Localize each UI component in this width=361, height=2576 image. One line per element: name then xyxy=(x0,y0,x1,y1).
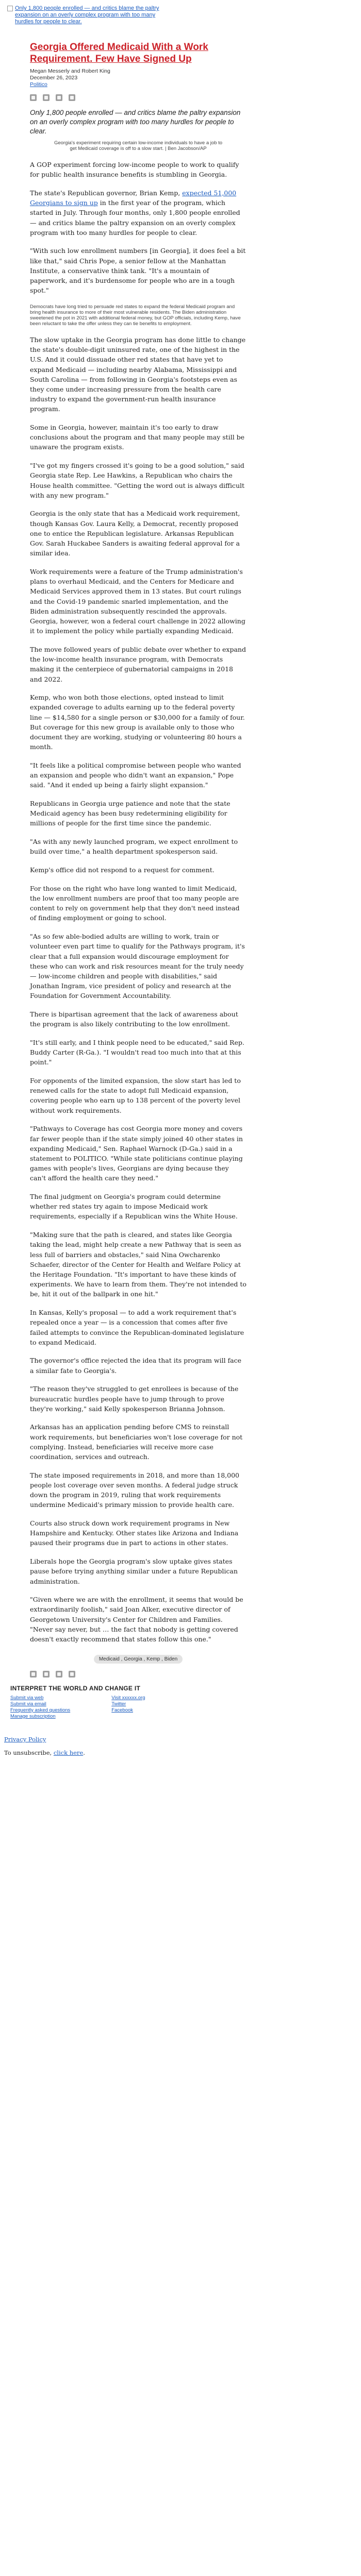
article-date: December 26, 2023 xyxy=(30,75,78,81)
article-section-link[interactable]: Politico xyxy=(30,81,47,88)
footer-link[interactable]: Frequently asked questions xyxy=(10,1707,71,1713)
hero-figure xyxy=(30,140,247,151)
share-email-icon[interactable] xyxy=(69,1671,75,1677)
footer-columns xyxy=(10,1695,361,1720)
unsubscribe-text: To unsubscribe, xyxy=(4,1749,52,1756)
paragraph: The move followed years of public debate over whether to expand the low-income health insurance program, with Democrats making it the centerpiece of gubernatorial campaigns in 2018 and 2022. xyxy=(30,645,246,683)
share-facebook-icon[interactable] xyxy=(30,94,37,101)
paragraph: Republicans in Georgia urge patience and note that the state Medicaid agency has been busy redetermining eligibility for millions of people for the first time since the pandemic. xyxy=(30,800,231,827)
paragraph: "The reason they've struggled to get enrollees is because of the bureaucratic hurdles people have to jump through to prove they're working," said Kelly spokesperson Brianna Johnson. xyxy=(30,1385,239,1413)
paragraph: Kemp's office did not respond to a request for comment. xyxy=(30,866,215,874)
paragraph: "As so few able-bodied adults are willing to work, train or volunteer even part time to qualify for the Pathways program, it's clear that a full expansion would discourage employment for these who can work and risk resources meant for the truly needy — low-income children and people with disabilities," said Jonathan Ingram, vice president of policy and research at the Foundation for Government Accountability. xyxy=(30,933,245,1000)
footer-link[interactable]: Visit xxxxxx.org xyxy=(111,1694,145,1701)
inline-caption: Democrats have long tried to persuade red states to expand the federal Medicaid program and bring health insurance to more of their most vulnerable residents. The Biden administration sweetened the pot in 2021 with additional federal money, but GOP officials, including Kemp, have been reluctant to take the offer unless they can tie benefits to employment. xyxy=(30,303,241,327)
unsubscribe-link[interactable]: click here xyxy=(53,1749,84,1756)
paragraph: Liberals hope the Georgia program's slow uptake gives states pause before trying anything similar under a future Republican administration. xyxy=(30,1557,238,1585)
footer-link[interactable]: Submit via web xyxy=(10,1694,44,1701)
footer-col-1 xyxy=(10,1695,70,1720)
paragraph: Work requirements were a feature of the Trump administration's plans to overhaul Medicaid, and the Centers for Medicare and Medicaid Services approved them in 13 states. But court rulings and the Covid-19 pandemic snarled implementation, and the Biden administration subsequently rescinded the approvals. Georgia, however, won a federal court challenge in 2022 allowing it to implement the policy while partially expanding Medicaid. xyxy=(30,568,245,635)
paragraph: Georgia is the only state that has a Medicaid work requirement, though Kansas Gov. Laura Kelly, a Democrat, recently proposed one to entice the Republican legislature. Arkansas Republican Gov. Sarah Huckabee Sanders is awaiting federal approval for a similar idea. xyxy=(30,510,240,557)
hero-caption: Georgia's experiment requiring certain low-income individuals to have a job to get Medicaid coverage is off to a slow start. | Ben Jacobson/AP xyxy=(54,140,223,151)
top-bar xyxy=(0,0,361,41)
paragraph: "Pathways to Coverage has cost Georgia more money and covers far fewer people than if the state simply joined 40 other states in expanding Medicaid," Sen. Raphael Warnock (D-Ga.) said in a statement to POLITICO. "While state politicians continue playing games with people's lives, Georgians are dying because they can't afford the health care they need." xyxy=(30,1125,243,1182)
article-authors: Megan Messerly and Robert King xyxy=(30,68,110,74)
footer xyxy=(10,1685,361,1720)
paragraph: In Kansas, Kelly's proposal — to add a work requirement that's repealed once a year — is a concession that comes after five failed attempts to convince the Republican-dominated legislature to expand Medicaid. xyxy=(30,1309,244,1346)
top-promo-link[interactable] xyxy=(7,5,162,25)
share-row-bottom xyxy=(30,1671,247,1677)
article-body xyxy=(30,160,247,1644)
paragraph: Courts also struck down work requirement programs in New Hampshire and Kentucky. Other states like Arizona and Indiana paused their programs due in part to actions in other states. xyxy=(30,1519,239,1547)
paragraph: "I've got my fingers crossed it's going to be a good solution," said Georgia state Rep. Lee Hawkins, a Republican who chairs the House health committee. "Getting the word out is always difficult with any new program." xyxy=(30,462,245,499)
paragraph: There is bipartisan agreement that the lack of awareness about the program is also likely contributing to the low enrollment. xyxy=(30,1010,238,1028)
paragraph: Some in Georgia, however, maintain it's too early to draw conclusions about the program and that many people may still be unaware the program exists. xyxy=(30,423,245,451)
paragraph: The state imposed requirements in 2018, and more than 18,000 people lost coverage over seven months. A federal judge struck down the program in 2019, ruling that work requirements undermine Medicaid's primary mission to provide health care. xyxy=(30,1471,239,1509)
privacy-policy-link[interactable]: Privacy Policy xyxy=(4,1735,46,1743)
paragraph: "Making sure that the path is cleared, and states like Georgia taking the lead, might help create a new Pathway that is seen as less full of barriers and obstacles," said Nina Owcharenko Schaefer, director of the Center for Health and Welfare Policy at the Heritage Foundation. "It's important to have these kinds of experiments. We have to learn from them. They're not intended to be, hit it out of the ballpark in one hit." xyxy=(30,1231,247,1298)
inline-link[interactable]: expected 51,000 Georgians to sign up xyxy=(30,189,237,207)
footer-link[interactable]: Twitter xyxy=(111,1701,126,1707)
paragraph: "It feels like a political compromise between people who wanted an expansion and people who didn't want an expansion," Pope said. "And it ended up being a fairly slight expansion." xyxy=(30,761,241,789)
share-linkedin-icon[interactable] xyxy=(56,94,62,101)
paragraph: "Given where we are with the enrollment, it seems that would be extraordinarily foolish," said Joan Alker, executive director of Georgetown University's Center for Children and Families. "Never say never, but … the fact that nobody is getting covered doesn't exactly recommend that states follow this one." xyxy=(30,1596,243,1643)
paragraph: A GOP experiment forcing low-income people to work to qualify for public health insurance benefits is stumbling in Georgia. xyxy=(30,161,239,179)
paragraph: The slow uptake in the Georgia program has done little to change the state's double-digit uninsured rate, one of the highest in the U.S. And it could dissuade other red states that have yet to expand Medicaid — including nearby Alabama, Mississippi and South Carolina — from following in Georgia's footsteps even as they come under increasing pressure from the health care industry to expand the government-run health insurance program. xyxy=(30,335,246,413)
tags-row xyxy=(30,1653,247,1664)
broken-image-icon xyxy=(7,6,13,11)
paragraph: Arkansas has an application pending before CMS to reinstall work requirements, but beneficiaries won't lose coverage for not complying. Instead, beneficiaries will receive more case coordination, services and outreach. xyxy=(30,1423,243,1461)
share-row xyxy=(30,94,247,101)
inline-figure xyxy=(30,304,247,327)
article-tags[interactable]: Medicaid , Georgia , Kemp , Biden xyxy=(94,1655,183,1664)
paragraph: "With such low enrollment numbers [in Georgia], it does feel a bit like that," said Chris Pope, a senior fellow at the Manhattan Institute, a conservative think tank. "It's a mountain of paperwork, and it's burdensome for people who are in a tough spot." xyxy=(30,247,246,295)
share-linkedin-icon[interactable] xyxy=(56,1671,62,1677)
bottom-links: Privacy Policy To unsubscribe, click here. xyxy=(4,1735,85,1756)
paragraph: "It's still early, and I think people need to be educated," said Rep. Buddy Carter (R-Ga.). "I wouldn't read too much into that at this point." xyxy=(30,1038,244,1066)
share-twitter-icon[interactable] xyxy=(43,1671,50,1677)
paragraph: For those on the right who have long wanted to limit Medicaid, the low enrollment numbers are proof that too many people are content to rely on government help that they don't need instead of finding employment or going to school. xyxy=(30,884,240,922)
share-twitter-icon[interactable] xyxy=(43,94,50,101)
article-headline[interactable]: Georgia Offered Medicaid With a Work Requirement. Few Have Signed Up xyxy=(30,42,208,64)
article-container xyxy=(30,41,247,1677)
footer-link[interactable]: Facebook xyxy=(111,1707,133,1713)
share-email-icon[interactable] xyxy=(69,94,75,101)
paragraph: The final judgment on Georgia's program could determine whether red states try again to impose Medicaid work requirements, especially if a Republican wins the White House. xyxy=(30,1193,238,1221)
paragraph: The state's Republican governor, Brian Kemp, expected 51,000 Georgians to sign up in the first year of the program, which started in July. Through four months, only 1,800 people enrolled — and critics blame the paltry expansion on an overly complex program with too many hurdles for people to clear. xyxy=(30,189,240,236)
top-promo-text: Only 1,800 people enrolled — and critics blame the paltry expansion on an overly complex program with too many hurdles for people to clear. xyxy=(15,5,159,25)
paragraph: Kemp, who won both those elections, opted instead to limit expanded coverage to adults earning up to the federal poverty line — $14,580 for a single person or $30,000 for a family of four. But coverage for this new group is available only to those who document they are working, studying or volunteering 80 hours a month. xyxy=(30,693,245,751)
footer-link[interactable]: Submit via email xyxy=(10,1701,46,1707)
article-subhead: Only 1,800 people enrolled — and critics blame the paltry expansion on an overly complex program with too many hurdles for people to clear. xyxy=(30,109,241,135)
footer-link[interactable]: Manage subscription xyxy=(10,1713,56,1719)
footer-col-2 xyxy=(111,1695,145,1720)
share-facebook-icon[interactable] xyxy=(30,1671,37,1677)
paragraph: The governor's office rejected the idea that its program will face a similar fate to Georgia's. xyxy=(30,1357,242,1375)
paragraph: "As with any newly launched program, we expect enrollment to build over time," a health department spokesperson said. xyxy=(30,838,238,856)
footer-title: INTERPRET THE WORLD AND CHANGE IT xyxy=(10,1684,141,1692)
paragraph: For opponents of the limited expansion, the slow start has led to renewed calls for the state to adopt full Medicaid expansion, covering people who earn up to 138 percent of the poverty level without work requirements. xyxy=(30,1077,241,1114)
